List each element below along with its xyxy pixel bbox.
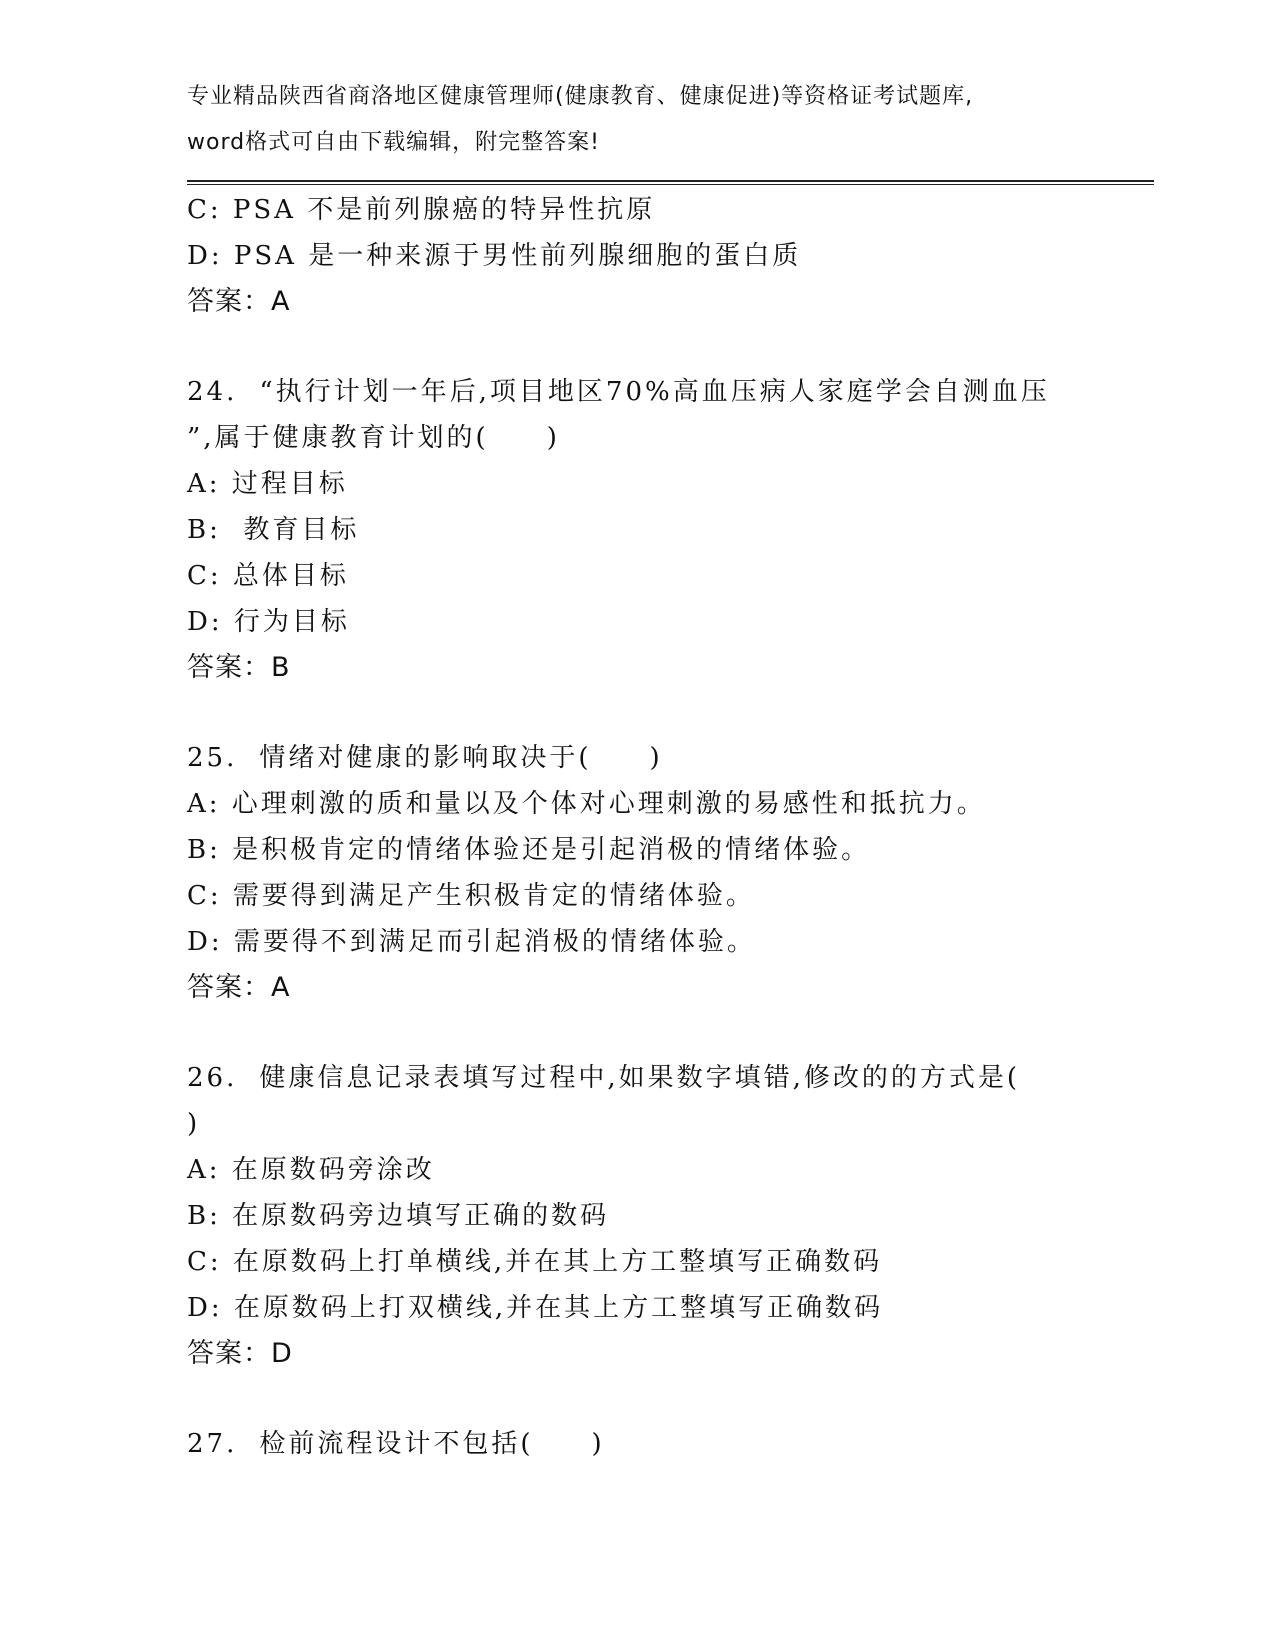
- rule-thin: [187, 184, 1154, 185]
- option-c: C: 总体目标: [187, 561, 349, 591]
- option-d: D: 行为目标: [187, 607, 350, 637]
- question-stem: [187, 735, 1147, 781]
- question-number: 27.: [187, 1429, 238, 1459]
- question-25: [187, 735, 1147, 1011]
- header-title-line-2: word格式可自由下载编辑，附完整答案!: [187, 130, 600, 155]
- option-d: D: 在原数码上打双横线,并在其上方工整填写正确数码: [187, 1293, 884, 1323]
- option-d: D: 需要得不到满足而引起消极的情绪体验。: [187, 927, 756, 957]
- option-a: A: 过程目标: [187, 469, 348, 499]
- option-a: A: 心理刺激的质和量以及个体对心理刺激的易感性和抵抗力。: [187, 789, 986, 819]
- spacer: [187, 325, 1147, 369]
- option-b: B: 在原数码旁边填写正确的数码: [187, 1201, 610, 1231]
- option-b: B: 是积极肯定的情绪体验还是引起消极的情绪体验。: [187, 835, 871, 865]
- question-text: 检前流程设计不包括( ): [259, 1429, 605, 1459]
- question-23-tail: [187, 187, 1147, 325]
- question-stem: [187, 1055, 1147, 1101]
- spacer: [187, 1011, 1147, 1055]
- answer: 答案：D: [187, 1338, 293, 1369]
- question-27: [187, 1421, 1147, 1467]
- option-c: C: PSA 不是前列腺癌的特异性抗原: [187, 195, 656, 225]
- spacer: [187, 691, 1147, 735]
- question-stem: [187, 369, 1147, 415]
- answer: 答案：A: [187, 286, 291, 317]
- question-number: 26.: [187, 1063, 238, 1093]
- document-header: [187, 74, 1107, 166]
- option-c: C: 需要得到满足产生积极肯定的情绪体验。: [187, 881, 755, 911]
- question-number: 25.: [187, 743, 238, 773]
- question-stem: [187, 1421, 1147, 1467]
- question-text-continued: ”,属于健康教育计划的( ): [187, 423, 560, 453]
- option-c: C: 在原数码上打单横线,并在其上方工整填写正确数码: [187, 1247, 883, 1277]
- question-number: 24.: [187, 377, 238, 407]
- question-24: [187, 369, 1147, 691]
- option-d: D: PSA 是一种来源于男性前列腺细胞的蛋白质: [187, 241, 802, 271]
- question-text: 健康信息记录表填写过程中,如果数字填错,修改的的方式是(: [259, 1063, 1021, 1093]
- option-a: A: 在原数码旁涂改: [187, 1155, 435, 1185]
- question-list: [187, 187, 1147, 1467]
- answer: 答案：A: [187, 972, 291, 1003]
- header-double-rule: [187, 180, 1154, 186]
- question-text: 情绪对健康的影响取决于( ): [259, 743, 663, 773]
- answer: 答案：B: [187, 652, 291, 683]
- header-title-line-1: 专业精品陕西省商洛地区健康管理师(健康教育、健康促进)等资格证考试题库,: [187, 84, 974, 109]
- question-text-continued: ): [187, 1109, 201, 1139]
- rule-thick: [187, 180, 1154, 182]
- spacer: [187, 1377, 1147, 1421]
- option-b: B: 教育目标: [187, 515, 360, 545]
- question-text: “执行计划一年后,项目地区70%高血压病人家庭学会自测血压: [259, 377, 1050, 407]
- question-26: [187, 1055, 1147, 1377]
